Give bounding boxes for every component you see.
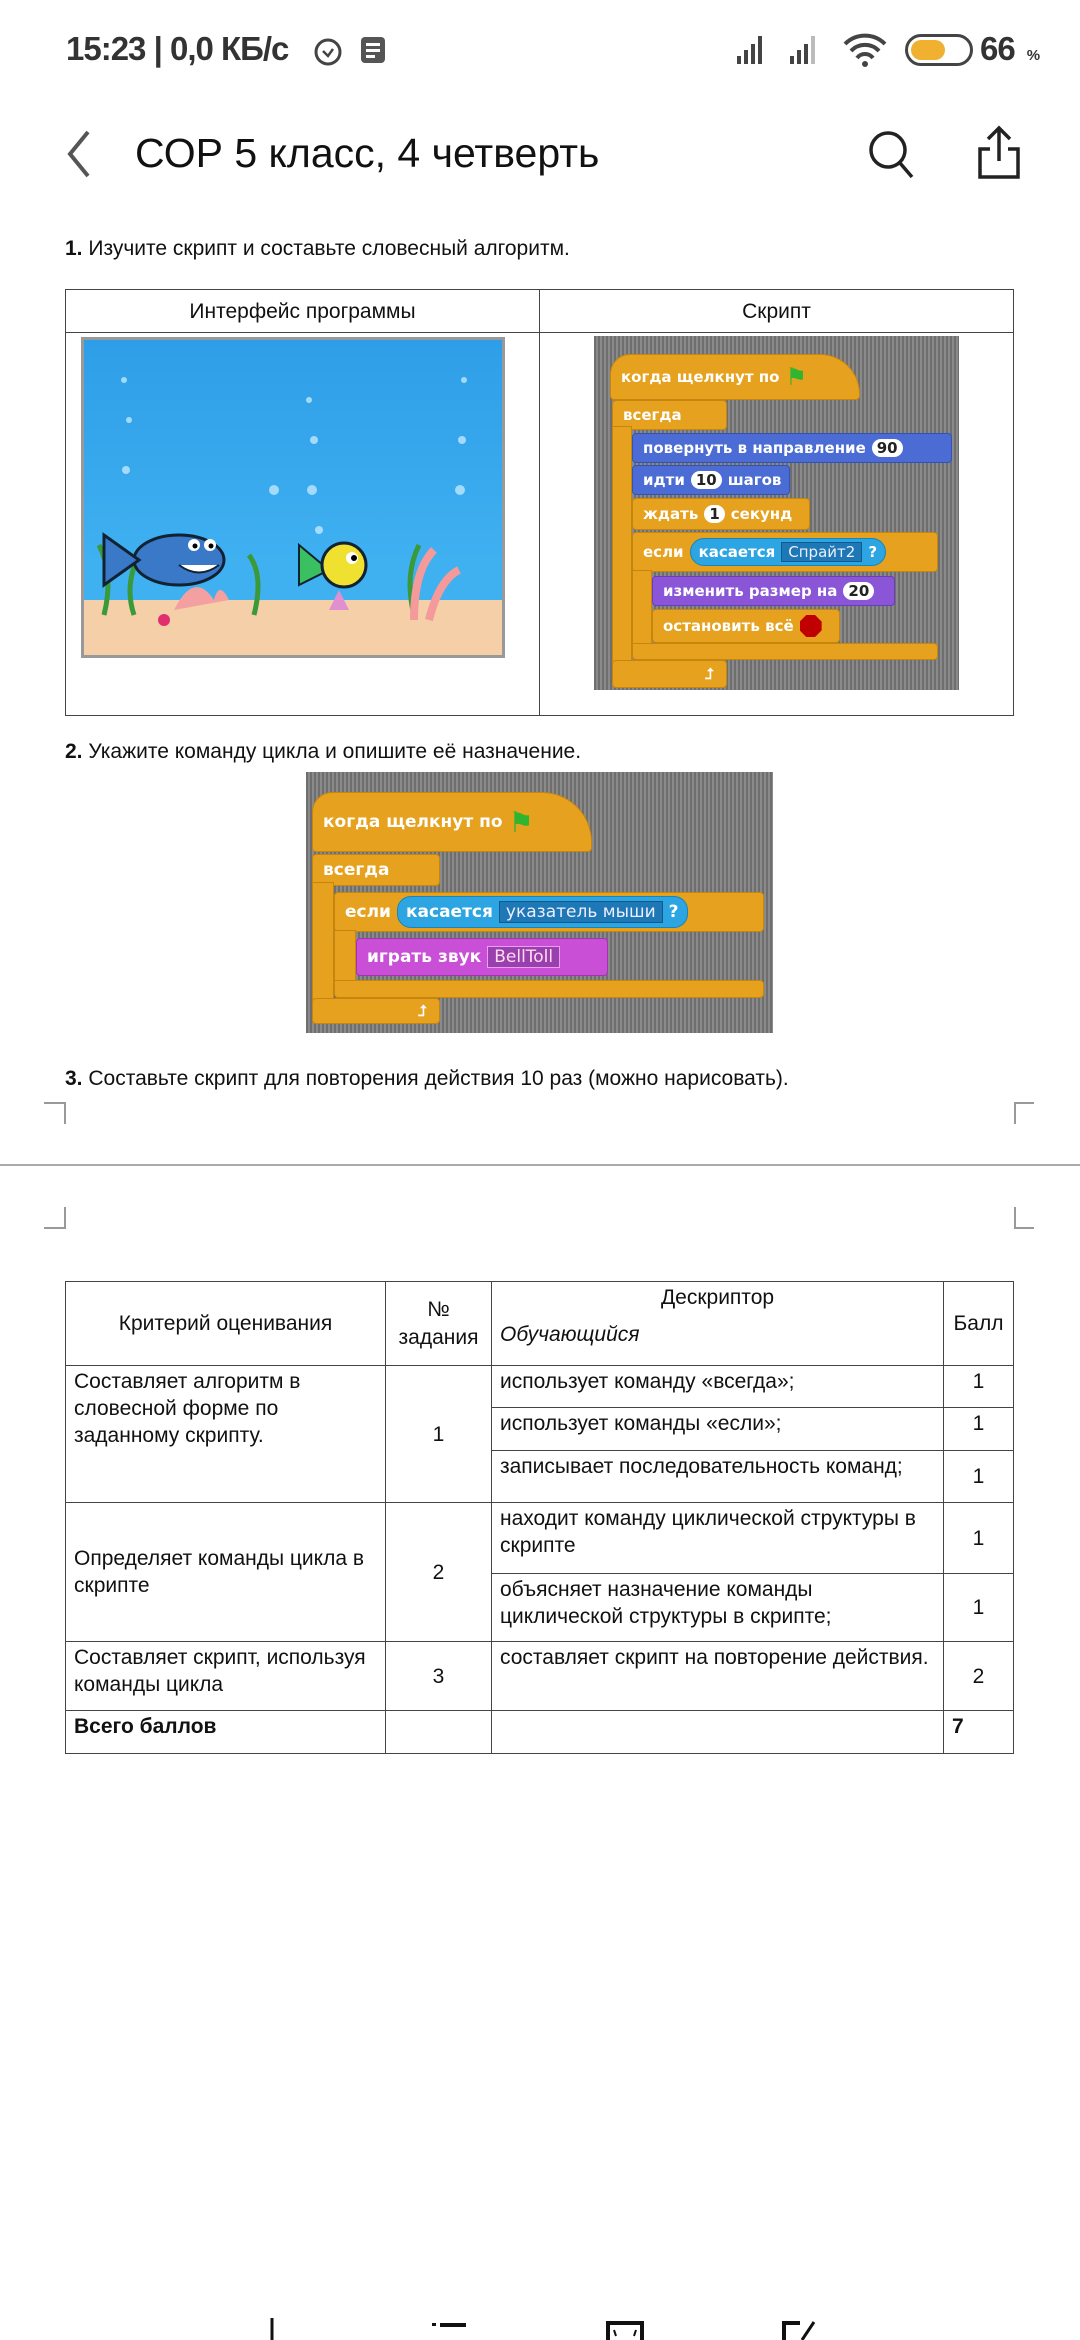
page-corner-mark (44, 1102, 66, 1124)
question-1: 1. Изучите скрипт и составьте словесный алгоритм. (65, 237, 570, 260)
page-corner-mark (44, 1207, 66, 1229)
block-play-sound: играть звук BellToll (356, 938, 608, 976)
question-3: 3. Составьте скрипт для повторения действия 10 раз (можно нарисовать). (65, 1067, 789, 1090)
status-time: 15:23 | 0,0 КБ/с (66, 30, 289, 67)
alarm-icon (310, 32, 346, 68)
page-title: СОР 5 класс, 4 четверть (135, 130, 600, 176)
wifi-icon (842, 32, 888, 68)
h-score: Балл (944, 1282, 1014, 1366)
block-wait: ждать 1 секунд (632, 498, 810, 530)
table-row: Составляет алгоритм в словесной форме по заданному скрипту. 1 использует команду «всегда»; 1 (66, 1366, 1014, 1408)
rubric-table (65, 1281, 1014, 1754)
loop-arrow-icon: ⮥ (612, 660, 727, 688)
share-button[interactable] (976, 125, 1022, 181)
h-criterion: Критерий оценивания (66, 1282, 386, 1366)
table-row: Определяет команды цикла в скрипте 2 находит команду циклической структуры в скрипте 1 (66, 1503, 1014, 1574)
program-stage-image (81, 337, 505, 658)
page-separator (0, 1164, 1080, 1166)
search-button[interactable] (866, 128, 916, 180)
list-icon[interactable] (432, 2320, 472, 2340)
notification-icon (360, 36, 386, 64)
loop-arrow-icon: ⮥ (312, 998, 440, 1024)
green-flag-icon: ⚑ (508, 805, 534, 839)
block-when-flag-clicked: когда щелкнут по ⚑ (312, 792, 592, 852)
col-interface: Интерфейс программы (66, 290, 540, 333)
block-move: идти 10 шагов (632, 465, 790, 495)
fullscreen-icon[interactable] (606, 2320, 646, 2340)
block-turn: повернуть в направление 90 (632, 433, 952, 463)
battery-icon (905, 34, 973, 66)
block-when-flag-clicked: когда щелкнут по ⚑ (610, 354, 860, 400)
h-descriptor: Дескриптор Обучающийся (492, 1282, 944, 1366)
block-change-size: изменить размер на 20 (652, 576, 895, 606)
page-corner-mark (1014, 1207, 1034, 1229)
question-2: 2. Укажите команду цикла и опишите её назначение. (65, 740, 582, 763)
script-2-image (306, 772, 773, 1033)
table-row: записывает последовательность команд; 1 (66, 1451, 1014, 1503)
edit-icon[interactable] (782, 2320, 822, 2340)
block-forever: всегда (312, 854, 440, 886)
col-script: Скрипт (540, 290, 1014, 333)
script-1-image (594, 336, 959, 690)
aquarium-scene (84, 340, 504, 657)
download-icon[interactable] (262, 2318, 286, 2340)
h-task: № задания (386, 1282, 492, 1366)
green-flag-icon: ⚑ (785, 363, 807, 391)
fish-sprite (299, 543, 366, 587)
block-stop-all: остановить всё (652, 609, 840, 643)
table-row: Составляет скрипт, используя команды цикла 3 составляет скрипт на повторение действия. 2 (66, 1642, 1014, 1711)
signal-icon (735, 32, 855, 66)
battery-level: 66 % (980, 30, 1040, 67)
block-if: если касается указатель мыши ? (334, 892, 764, 932)
total-row: Всего баллов 7 (66, 1711, 1014, 1754)
table-row: объясняет назначение команды циклической структуры в скрипте; 1 (66, 1574, 1014, 1642)
back-button[interactable] (62, 128, 96, 180)
page-corner-mark (1014, 1102, 1034, 1124)
shark-sprite (104, 535, 224, 585)
block-forever: всегда (612, 400, 727, 430)
block-if: если касается Спрайт2 ? (632, 532, 938, 572)
stop-sign-icon (800, 615, 822, 637)
table-row: использует команды «если»; 1 (66, 1408, 1014, 1451)
